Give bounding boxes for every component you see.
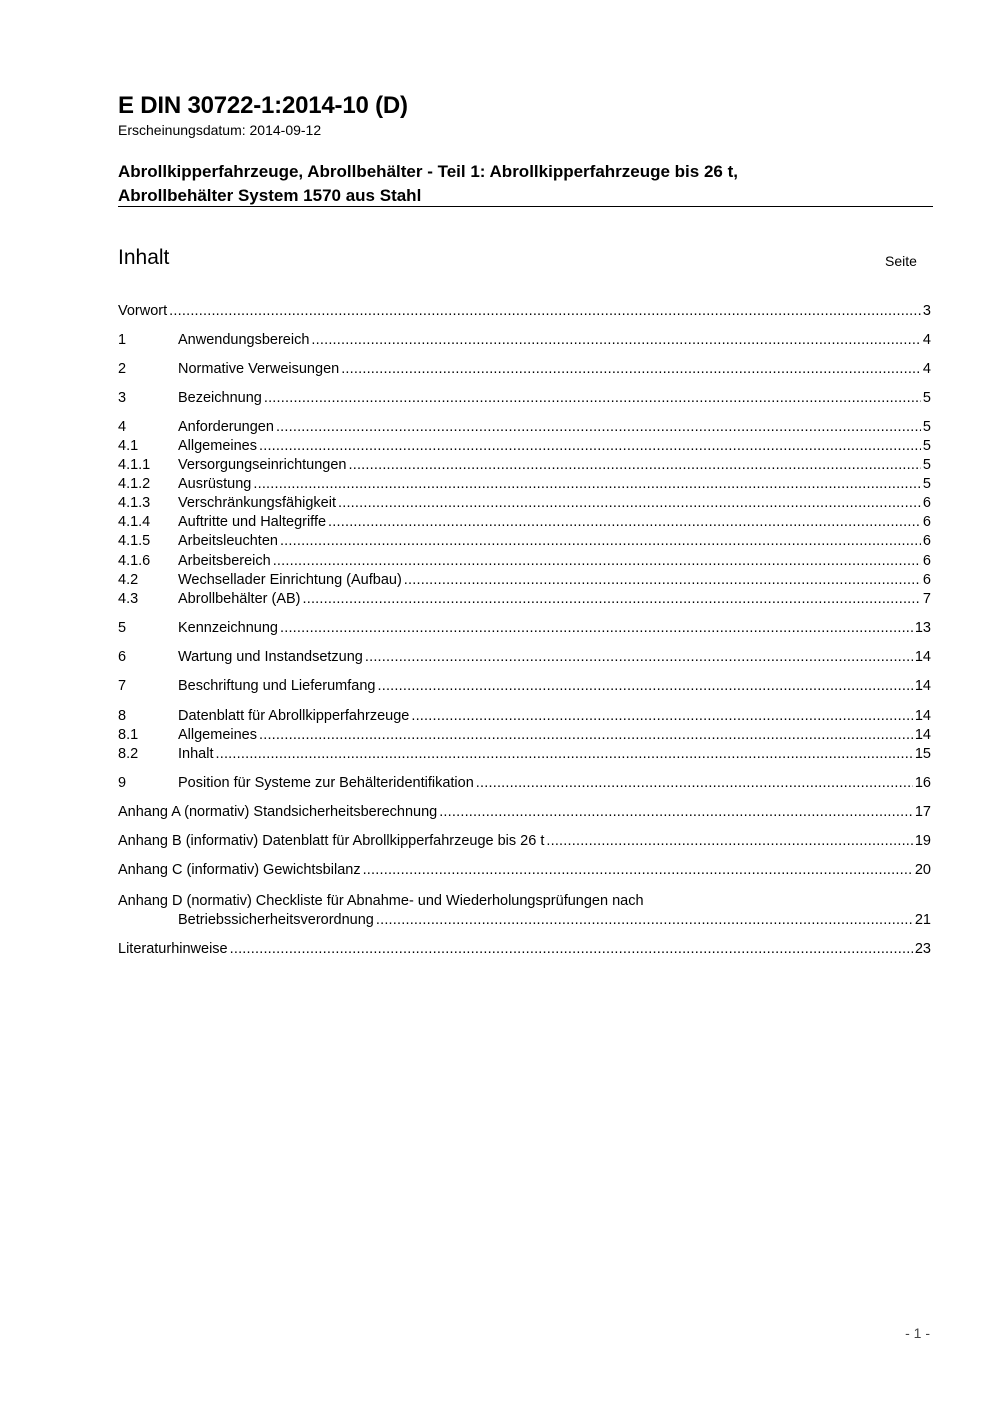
toc-page-column-label: Seite xyxy=(885,253,917,269)
page-number: - 1 - xyxy=(905,1325,930,1341)
toc-entry-label: Datenblatt für Abrollkipperfahrzeuge xyxy=(178,708,410,724)
toc-entry-page: 3 xyxy=(922,303,931,319)
toc-entry-page: 5 xyxy=(922,390,931,406)
toc-dot-leader xyxy=(311,331,921,350)
toc-entry[interactable] xyxy=(118,571,931,590)
toc-entry-label: Bezeichnung xyxy=(178,390,262,406)
toc-dot-leader xyxy=(376,911,913,930)
toc-entry[interactable] xyxy=(118,456,931,475)
toc-entry-number: 4.1.5 xyxy=(118,533,151,549)
toc-entry[interactable] xyxy=(118,389,931,408)
toc-dot-leader xyxy=(259,437,921,456)
toc-entry[interactable] xyxy=(118,940,931,959)
toc-entry-page: 23 xyxy=(914,941,931,957)
toc-entry-page: 6 xyxy=(922,533,931,549)
toc-entry-page: 21 xyxy=(914,912,931,928)
toc-entry[interactable] xyxy=(118,513,931,532)
toc-entry-label: Abrollbehälter (AB) xyxy=(178,591,301,607)
toc-entry-number: 4.1.3 xyxy=(118,495,151,511)
toc-entry-number: 9 xyxy=(118,775,127,791)
toc-dot-leader xyxy=(348,456,920,475)
toc-entry-page: 5 xyxy=(922,438,931,454)
toc-entry-page: 5 xyxy=(922,476,931,492)
toc-entry-page: 7 xyxy=(922,591,931,607)
toc-entry-number: 7 xyxy=(118,678,127,694)
toc-entry-page: 14 xyxy=(914,649,931,665)
toc-entry[interactable] xyxy=(118,648,931,667)
toc-entry-label: Auftritte und Haltegriffe xyxy=(178,514,327,530)
toc-entry-label: Vorwort xyxy=(118,303,168,319)
toc-entry[interactable] xyxy=(118,302,931,321)
toc-entry[interactable] xyxy=(118,331,931,350)
publication-date: Erscheinungsdatum: 2014-09-12 xyxy=(118,122,322,138)
toc-entry-label: Beschriftung und Lieferumfang xyxy=(178,678,376,694)
toc-dot-leader xyxy=(253,475,921,494)
toc-entry-page: 4 xyxy=(922,332,931,348)
toc-dot-leader xyxy=(215,745,912,764)
toc-entry-label: Literaturhinweise xyxy=(118,941,228,957)
title-line-1: Abrollkipperfahrzeuge, Abrollbehälter - Teil 1: Abrollkipperfahrzeuge bis 26 t, xyxy=(118,162,738,181)
toc-entry-label: Ausrüstung xyxy=(178,476,252,492)
toc-entry[interactable] xyxy=(118,745,931,764)
toc-entry-label: Allgemeines xyxy=(178,727,257,743)
toc-entry-number: 4.1.6 xyxy=(118,553,151,569)
toc-dot-leader xyxy=(378,677,913,696)
title-rule xyxy=(118,206,933,207)
toc-dot-leader xyxy=(276,418,921,437)
toc-entry-number: 4.1.2 xyxy=(118,476,151,492)
toc-entry-number: 4 xyxy=(118,419,127,435)
toc-dot-leader xyxy=(476,774,913,793)
document-id: E DIN 30722-1:2014-10 (D) xyxy=(118,92,408,119)
toc-entry-page: 5 xyxy=(922,457,931,473)
toc-entry-label: Anhang B (informativ) Datenblatt für Abrollkipperfahrzeuge bis 26 t xyxy=(118,833,545,849)
toc-entry-label: Anforderungen xyxy=(178,419,274,435)
toc-entry-page: 15 xyxy=(914,746,931,762)
toc-entry-number: 5 xyxy=(118,620,127,636)
toc-entry-page: 20 xyxy=(914,862,931,878)
toc-entry[interactable] xyxy=(118,360,931,379)
toc-entry[interactable] xyxy=(118,552,931,571)
toc-entry-label: Arbeitsleuchten xyxy=(178,533,278,549)
toc-entry[interactable] xyxy=(118,707,931,726)
toc-dot-leader xyxy=(328,513,921,532)
toc-entry-page: 14 xyxy=(914,678,931,694)
toc-dot-leader xyxy=(363,861,913,880)
toc-entry-page: 14 xyxy=(914,708,931,724)
toc-entry-number: 3 xyxy=(118,390,127,406)
toc-entry-label: Verschränkungsfähigkeit xyxy=(178,495,336,511)
toc-entry[interactable] xyxy=(118,532,931,551)
toc-entry-number: 2 xyxy=(118,361,127,377)
toc-entry[interactable] xyxy=(118,911,931,930)
toc-entry-label: Anhang A (normativ) Standsicherheitsberechnung xyxy=(118,804,438,820)
toc-entry-label: Betriebssicherheitsverordnung xyxy=(178,912,374,928)
toc-entry-label: Wartung und Instandsetzung xyxy=(178,649,363,665)
toc-entry-page: 6 xyxy=(922,572,931,588)
toc-dot-leader xyxy=(264,389,921,408)
toc-entry-label: Inhalt xyxy=(178,746,214,762)
toc-entry-number: 8 xyxy=(118,708,127,724)
toc-entry[interactable] xyxy=(118,418,931,437)
toc-entry[interactable] xyxy=(118,494,931,513)
toc-entry-page: 16 xyxy=(914,775,931,791)
toc-entry-label: Anhang C (informativ) Gewichtsbilanz xyxy=(118,862,361,878)
toc-entry[interactable] xyxy=(118,619,931,638)
toc-entry-page: 13 xyxy=(914,620,931,636)
toc-dot-leader xyxy=(404,571,921,590)
toc-dot-leader xyxy=(230,940,913,959)
toc-dot-leader xyxy=(280,619,913,638)
toc-entry[interactable] xyxy=(118,803,931,822)
toc-entry[interactable] xyxy=(118,475,931,494)
toc-entry[interactable] xyxy=(118,726,931,745)
toc-entry-number: 4.2 xyxy=(118,572,139,588)
toc-entry-label: Versorgungseinrichtungen xyxy=(178,457,347,473)
toc-entry[interactable] xyxy=(118,861,931,880)
toc-dot-leader xyxy=(338,494,921,513)
toc-entry-page: 19 xyxy=(914,833,931,849)
toc-entry[interactable] xyxy=(118,677,931,696)
toc-dot-leader xyxy=(259,726,913,745)
toc-entry-page: 14 xyxy=(914,727,931,743)
title-line-2: Abrollbehälter System 1570 aus Stahl xyxy=(118,186,422,205)
toc-dot-leader xyxy=(169,302,921,321)
toc-entry-page: 6 xyxy=(922,495,931,511)
toc-entry-page: 6 xyxy=(922,553,931,569)
toc-entry-number: 1 xyxy=(118,332,127,348)
toc-entry[interactable] xyxy=(118,832,931,851)
toc-dot-leader xyxy=(303,590,921,609)
toc-entry[interactable] xyxy=(118,774,931,793)
toc-entry-label: Anwendungsbereich xyxy=(178,332,310,348)
toc-heading: Inhalt xyxy=(118,246,170,269)
toc-entry-page: 17 xyxy=(914,804,931,820)
toc-entry-number: 4.1.1 xyxy=(118,457,151,473)
toc-dot-leader xyxy=(546,832,912,851)
toc-entry-label: Normative Verweisungen xyxy=(178,361,340,377)
toc-entry-label: Kennzeichnung xyxy=(178,620,278,636)
toc-entry[interactable] xyxy=(118,437,931,456)
toc-entry-label: Wechsellader Einrichtung (Aufbau) xyxy=(178,572,402,588)
document-title xyxy=(118,160,933,208)
toc-entry-label: Allgemeines xyxy=(178,438,257,454)
toc-entry-number: 4.1 xyxy=(118,438,139,454)
toc-dot-leader xyxy=(341,360,921,379)
toc-entry-number: 8.2 xyxy=(118,746,139,762)
toc-entry[interactable] xyxy=(118,590,931,609)
toc-entry-page: 6 xyxy=(922,514,931,530)
toc-entry-label: Arbeitsbereich xyxy=(178,553,271,569)
toc-dot-leader xyxy=(273,552,921,571)
toc-entry-number: 8.1 xyxy=(118,727,139,743)
toc-entry-label: Position für Systeme zur Behälteridentifikation xyxy=(178,775,474,791)
toc-entry-number: 6 xyxy=(118,649,127,665)
toc-entry-page: 4 xyxy=(922,361,931,377)
toc-dot-leader xyxy=(280,532,921,551)
toc-entry-number: 4.3 xyxy=(118,591,139,607)
toc-entry-page: 5 xyxy=(922,419,931,435)
toc-dot-leader xyxy=(411,707,913,726)
toc-dot-leader xyxy=(439,803,913,822)
toc-wrapped-line-anhang-d: Anhang D (normativ) Checkliste für Abnahme- und Wiederholungsprüfungen nach xyxy=(118,893,644,909)
toc-entry-number: 4.1.4 xyxy=(118,514,151,530)
toc-dot-leader xyxy=(365,648,913,667)
